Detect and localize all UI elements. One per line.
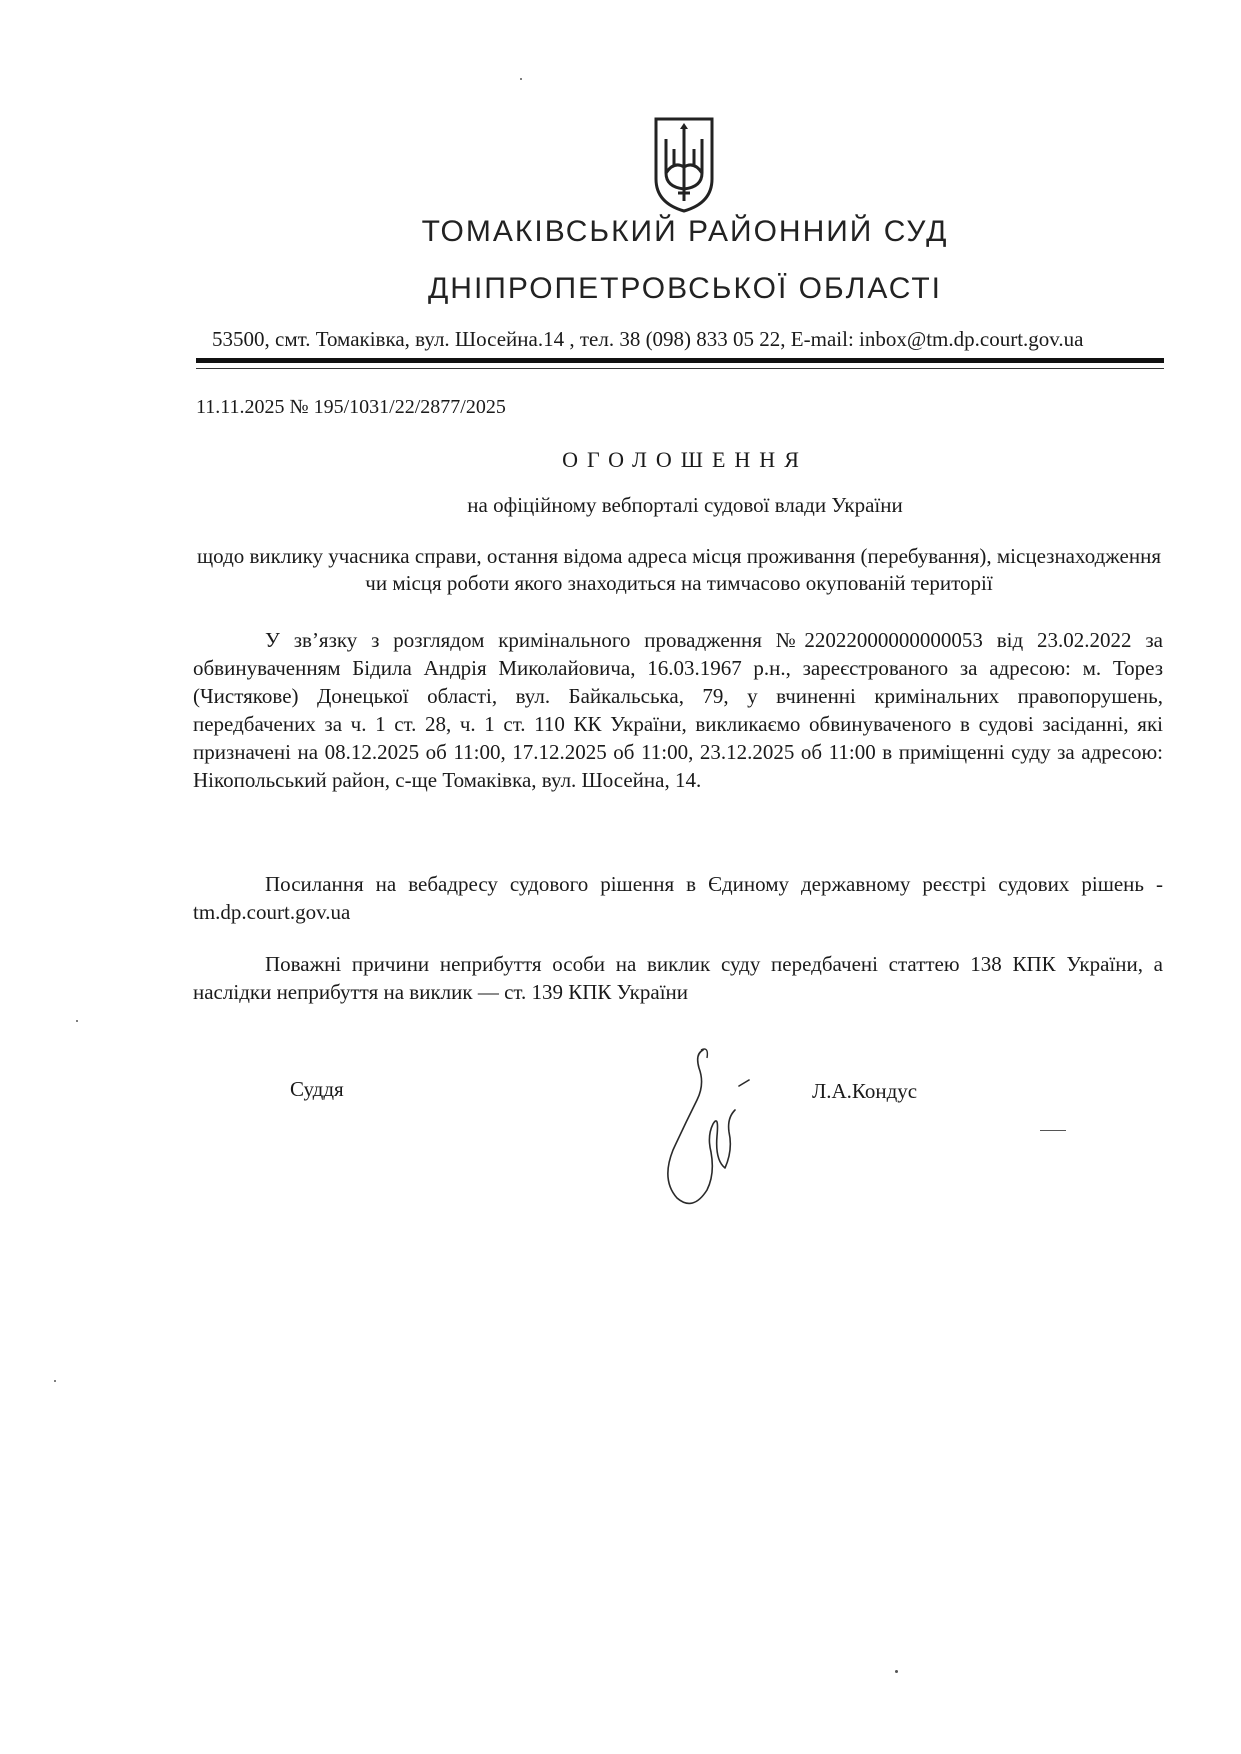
header-divider-thin	[196, 368, 1164, 369]
body-paragraph-summons: У зв’язку з розглядом кримінального провадження №22022000000000053 від 23.02.2022 за обвинуваченням Бідила Андрія Миколайовича, 16.03.1967 р.н., зареєстрованого за адресою: м. Торез (Чистякове) Донецької області, вул. Байкальська, 79, у вчиненні кримінальних правопорушень, передбачених за ч. 1 ст. 28, ч. 1 ст. 110 КК України, викликаємо обвинуваченого в судові засіданні, які призначені на 08.12.2025 об 11:00, 17.12.2025 об 11:00, 23.12.2025 об 11:00 в приміщенні суду за адресою: Нікопольський район, с-ще Томаківка, вул. Шосейна, 14.	[193, 628, 1163, 792]
scan-speck	[520, 78, 522, 80]
judge-name: Л.А.Кондус	[812, 1079, 918, 1103]
body-paragraph-legal-basis: Поважні причини неприбуття особи на виклик суду передбачені статтею 138 КПК України, а наслідки неприбуття на виклик — ст. 139 КПК України	[193, 952, 1163, 1004]
scan-speck	[54, 1380, 56, 1382]
court-address: 53500, смт. Томаківка, вул. Шосейна.14 , тел. 38 (098) 833 05 22, E-mail: inbox@tm.dp.court.gov.ua	[212, 327, 1084, 351]
document-reference: 11.11.2025 № 195/1031/22/2877/2025	[196, 396, 506, 418]
announcement-subtitle: на офіційному вебпорталі судової влади України	[467, 493, 903, 517]
scan-speck	[76, 1020, 78, 1022]
announcement-topic: щодо виклику учасника справи, остання відома адреса місця проживання (перебування), місцезнаходження чи місця роботи якого знаходиться на тимчасово окупованій території	[197, 544, 1161, 595]
court-region: ДНІПРОПЕТРОВСЬКОЇ ОБЛАСТІ	[427, 272, 943, 305]
handwritten-signature-icon	[655, 1040, 775, 1220]
header-divider-thick	[196, 358, 1164, 363]
scan-speck	[895, 1670, 898, 1673]
judge-role-label: Суддя	[290, 1077, 344, 1101]
court-name: ТОМАКІВСЬКИЙ РАЙОННИЙ СУД	[421, 215, 949, 248]
body-paragraph-registry-link: Посилання на вебадресу судового рішення в Єдиному державному реєстрі судових рішень - tm.dp.court.gov.ua	[193, 872, 1163, 924]
announcement-title: ОГОЛОШЕННЯ	[562, 447, 808, 472]
scan-speck	[1040, 1130, 1066, 1131]
ukraine-trident-icon	[652, 115, 716, 215]
